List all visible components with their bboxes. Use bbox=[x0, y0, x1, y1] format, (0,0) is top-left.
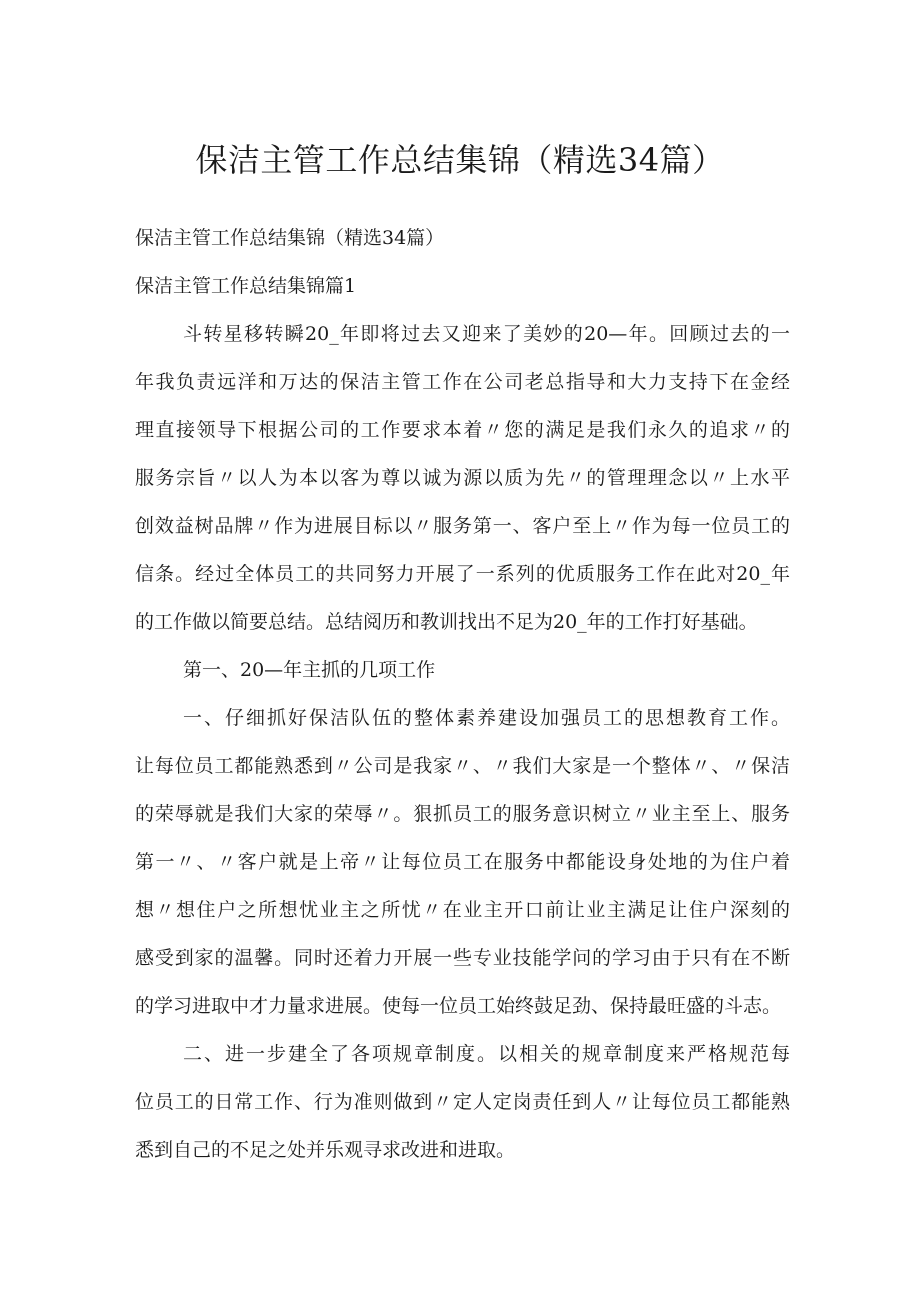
paragraph-line: 让每位员工都能熟悉到〃公司是我家〃、〃我们大家是一个整体〃、〃保洁 bbox=[135, 755, 790, 777]
paragraph-line: 理直接领导下根据公司的工作要求本着〃您的满足是我们永久的追求〃的 bbox=[135, 419, 790, 441]
paragraph-line: 斗转星移转瞬20_年即将过去又迎来了美妙的20—年。回顾过去的一 bbox=[183, 323, 790, 345]
paragraph-line: 位员工的日常工作、行为准则做到〃定人定岗责任到人〃让每位员工都能熟 bbox=[135, 1091, 790, 1113]
paragraph-line: 年我负责远洋和万达的保洁主管工作在公司老总指导和大力支持下在金经 bbox=[135, 371, 790, 393]
paragraph-line: 悉到自己的不足之处并乐观寻求改进和进取。 bbox=[135, 1139, 516, 1161]
document-title: 保洁主管工作总结集锦（精选34篇） bbox=[195, 141, 725, 179]
paragraph-line: 创效益树品牌〃作为进展目标以〃服务第一、客户至上〃作为每一位员工的 bbox=[135, 515, 790, 537]
paragraph-line: 信条。经过全体员工的共同努力开展了一系列的优质服务工作在此对20_年 bbox=[135, 563, 790, 585]
paragraph-line: 的工作做以简要总结。总结阅历和教训找出不足为20_年的工作打好基础。 bbox=[135, 611, 758, 633]
paragraph-line: 的学习进取中才力量求进展。使每一位员工始终鼓足劲、保持最旺盛的斗志。 bbox=[135, 995, 782, 1017]
paragraph-line: 第一、20—年主抓的几项工作 bbox=[183, 659, 436, 681]
paragraph-line: 想〃想住户之所想忧业主之所忧〃在业主开口前让业主满足让住户深刻的 bbox=[135, 899, 790, 921]
paragraph-line: 服务宗旨〃以人为本以客为尊以诚为源以质为先〃的管理理念以〃上水平 bbox=[135, 467, 790, 489]
paragraph-line: 一、仔细抓好保洁队伍的整体素养建设加强员工的思想教育工作。 bbox=[183, 707, 790, 729]
document-subtitle: 保洁主管工作总结集锦（精选34篇） bbox=[135, 227, 445, 249]
paragraph-line: 二、进一步建全了各项规章制度。以相关的规章制度来严格规范每 bbox=[183, 1043, 790, 1065]
paragraph-line: 感受到家的温馨。同时还着力开展一些专业技能学问的学习由于只有在不断 bbox=[135, 947, 790, 969]
paragraph-line: 第一〃、〃客户就是上帝〃让每位员工在服务中都能设身处地的为住户着 bbox=[135, 851, 790, 873]
section-heading: 保洁主管工作总结集锦篇1 bbox=[135, 275, 357, 297]
paragraph-line: 的荣辱就是我们大家的荣辱〃。狠抓员工的服务意识树立〃业主至上、服务 bbox=[135, 803, 790, 825]
